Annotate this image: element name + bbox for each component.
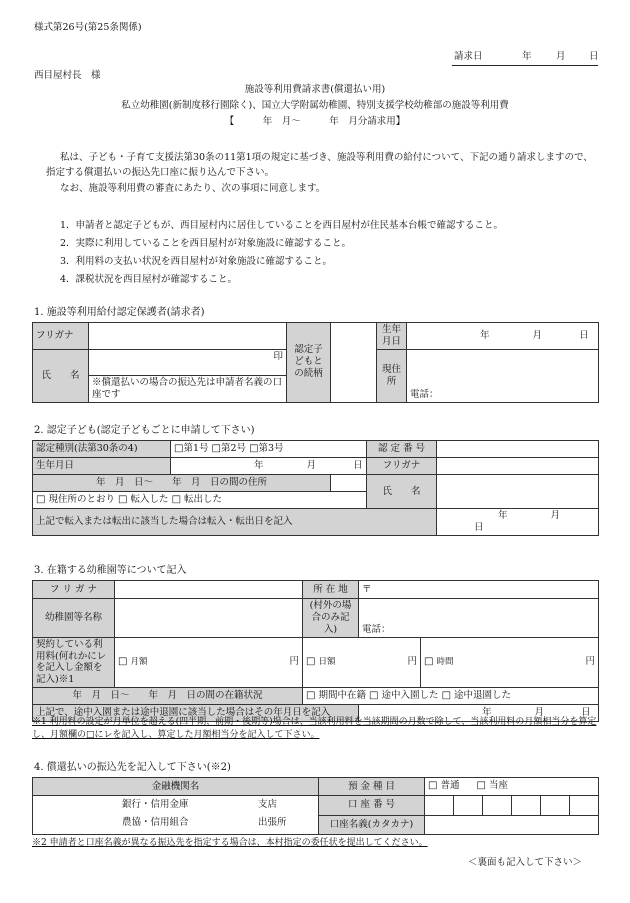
relation-label: 認定子どもとの続柄: [287, 323, 331, 403]
ordinary-label: 普通: [440, 780, 460, 792]
monthly-checkbox[interactable]: □: [118, 656, 128, 668]
daily-label: 日額: [318, 657, 336, 668]
type3-checkbox[interactable]: □: [249, 442, 259, 454]
facility-phone-label: 電話：: [362, 623, 391, 635]
enrolled-checkbox[interactable]: □: [306, 689, 316, 701]
consent-item: 1．申請者と認定子どもが、西目屋村内に居住していることを西目屋村が住民基本台帳で確認すること。: [60, 220, 504, 231]
enroll-status-options: [303, 688, 599, 705]
joined-label: 途中入園した: [381, 689, 439, 701]
coop-types: 農協・信用組合: [122, 817, 189, 828]
move-day: 日: [474, 521, 484, 533]
cert-type-options: [171, 441, 367, 458]
move-date-input[interactable]: [437, 509, 599, 536]
branch-label: 支店: [258, 799, 278, 810]
back-side-note: ＜裏面も記入して下さい＞: [468, 857, 583, 868]
guardian-name-input[interactable]: [89, 349, 287, 375]
facility-furigana-label: フ リ ガ ナ: [33, 581, 115, 599]
child-furigana-label: フリガナ: [367, 458, 437, 475]
addr-same-checkbox[interactable]: □: [36, 493, 46, 505]
section3-heading: 3. 在籍する幼稚園等について記入: [34, 565, 187, 576]
birth-year: 年: [480, 329, 490, 341]
enrolled-label: 期間中在籍: [318, 689, 366, 701]
addr-out-label: 転出した: [184, 493, 223, 505]
child-birth-label: 生年月日: [33, 458, 171, 475]
hourly-yen: 円: [585, 656, 596, 668]
daily-fee-input[interactable]: [303, 637, 421, 688]
addr-in-checkbox[interactable]: □: [118, 493, 128, 505]
account-holder-label: 口座名義(カタカナ): [319, 815, 425, 835]
intro-consent: なお、施設等利用費の審査にあたり、次の事項に同意します。: [60, 183, 326, 194]
daily-checkbox[interactable]: □: [306, 656, 316, 668]
location-input[interactable]: [359, 581, 599, 599]
hourly-checkbox[interactable]: □: [424, 656, 434, 668]
bank-account-note: ※償還払いの場合の振込先は申請者名義の口座です: [89, 375, 287, 402]
left-label: 途中退園した: [454, 689, 512, 701]
child-birth-input[interactable]: [171, 458, 367, 475]
joined-checkbox[interactable]: □: [369, 689, 379, 701]
child-birth-year: 年: [254, 460, 264, 472]
child-name-input[interactable]: [437, 475, 599, 509]
daily-yen: 円: [407, 656, 417, 668]
account-number-label: 口 座 番 号: [319, 796, 425, 816]
guardian-address-input[interactable]: [407, 349, 599, 402]
relation-input[interactable]: [331, 323, 377, 403]
cert-number-label: 認 定 番 号: [367, 441, 437, 458]
left-checkbox[interactable]: □: [441, 689, 452, 701]
guardian-birth-input[interactable]: [407, 323, 599, 350]
move-year: 年: [498, 510, 508, 521]
account-holder-input[interactable]: [425, 815, 599, 835]
form-number: 様式第26号(第25条関係): [34, 22, 142, 33]
bank-table: [32, 777, 599, 835]
current-checkbox[interactable]: □: [476, 780, 486, 792]
consent-item: 3．利用料の支払い状況を西目屋村が対象施設に確認すること。: [60, 256, 333, 267]
guardian-phone-label: 電話：: [410, 388, 439, 400]
hourly-label: 時間: [436, 657, 454, 668]
facility-name-label: 幼稚園等名称: [33, 599, 115, 638]
child-name-label: 氏 名: [367, 475, 437, 509]
account-digit-2[interactable]: [454, 796, 483, 816]
child-birth-day: 日: [353, 460, 363, 472]
bank-footnote: ※2 申請者と口座名義が異なる振込先を指定する場合は、本村指定の委任状を提出してください。: [32, 838, 428, 848]
bank-name-input[interactable]: [33, 796, 319, 835]
form-title: 施設等利用費請求書(償還払い用): [244, 84, 386, 95]
date-day: 日: [589, 51, 599, 62]
facility-table: [32, 580, 599, 722]
enroll-year: 年: [482, 707, 492, 719]
seal-mark: 印: [273, 350, 283, 362]
bank-types: 銀行・信用金庫: [122, 799, 189, 810]
enroll-date-note: 上記で、途中入園または途中退園に該当した場合はその年月日を記入: [33, 705, 359, 722]
addr-same-label: 現住所のとおり: [48, 493, 115, 505]
cert-type-label: 認定種別(法第30条の4): [33, 441, 171, 458]
enroll-day: 日: [581, 707, 591, 719]
address-status-options: [33, 492, 367, 509]
type1-label: 第1号: [183, 442, 209, 454]
outside-village-label: (村外の場合のみ記入): [303, 599, 359, 638]
hourly-fee-input[interactable]: [421, 637, 599, 688]
cert-number-input[interactable]: [437, 441, 599, 458]
intro-paragraph: 私は、子ども・子育て支援法第30条の11第1項の規定に基づき、施設等利用費の給付について、下記の通り請求しますので、指定する償還払いの振込先口座に振り込んで下さい。: [46, 152, 593, 179]
facility-name-input[interactable]: [115, 599, 303, 638]
period-address-label: 年 月 日～ 年 月 日の間の住所: [33, 475, 331, 492]
guardian-name-label: 氏 名: [33, 349, 89, 402]
guardian-birth-label: 生年月日: [377, 323, 407, 350]
type2-checkbox[interactable]: □: [211, 442, 221, 454]
facility-furigana-input[interactable]: [115, 581, 303, 599]
date-month: 月: [556, 51, 566, 62]
child-birth-month: 月: [306, 460, 317, 472]
account-type-options: [425, 778, 599, 796]
move-month: 月: [550, 510, 561, 521]
child-table: [32, 440, 599, 536]
account-digit-5[interactable]: [541, 796, 570, 816]
current-label: 当座: [489, 780, 509, 792]
monthly-label: 月額: [130, 657, 148, 668]
section1-heading: 1. 施設等利用給付認定保護者(請求者): [34, 307, 205, 318]
form-subtitle: 私立幼稚園(新制度移行園除く)、国立大学附属幼稚園、特別支援学校幼稚部の施設等利用費: [121, 100, 509, 111]
account-digit-3[interactable]: [483, 796, 512, 816]
addr-out-checkbox[interactable]: □: [171, 493, 182, 505]
request-date-line: [452, 51, 598, 66]
type1-checkbox[interactable]: □: [174, 442, 184, 454]
account-digit-4[interactable]: [512, 796, 541, 816]
addressee: 西目屋村長 様: [34, 70, 101, 81]
guardian-furigana-input[interactable]: [89, 323, 287, 350]
addr-in-label: 転入した: [130, 493, 169, 505]
type3-label: 第3号: [258, 442, 284, 454]
enroll-month: 月: [534, 707, 545, 719]
child-furigana-input[interactable]: [437, 458, 599, 475]
birth-day: 日: [579, 329, 589, 341]
facility-phone-input[interactable]: [359, 599, 599, 638]
section4-heading: 4. 償還払いの振込先を記入して下さい(※2): [34, 762, 231, 773]
guardian-furigana-label: フリガナ: [33, 323, 89, 350]
guardian-address-label: 現住所: [377, 349, 407, 402]
postal-mark: 〒: [362, 583, 372, 595]
consent-item: 4．課税状況を西目屋村が確認すること。: [60, 274, 238, 285]
bank-name-label: 金融機関名: [33, 778, 319, 796]
fee-label: 契約している利用料(何れかにレを記入し金額を記入)※1: [33, 637, 115, 688]
birth-month: 月: [532, 329, 543, 341]
type2-label: 第2号: [220, 442, 247, 454]
location-label: 所 在 地: [303, 581, 359, 599]
ordinary-checkbox[interactable]: □: [428, 780, 438, 792]
consent-item: 2．実際に利用していることを西目屋村が対象施設に確認すること。: [60, 238, 352, 249]
date-year: 年: [522, 51, 532, 62]
account-digit-1[interactable]: [425, 796, 454, 816]
move-date-note: 上記で転入または転出に該当した場合は転入・転出日を記入: [33, 509, 437, 536]
request-date-label: 請求日: [454, 51, 483, 62]
monthly-yen: 円: [289, 656, 299, 668]
account-type-label: 預 金 種 目: [319, 778, 425, 796]
enroll-period-label: 年 月 日～ 年 月 日の間の在籍状況: [33, 688, 303, 705]
monthly-fee-input[interactable]: [115, 637, 303, 688]
period-address-blank: [331, 475, 367, 492]
form-period: 【 年 月～ 年 月分請求用】: [224, 116, 406, 127]
guardian-table: [32, 322, 599, 403]
account-digit-6[interactable]: [570, 796, 599, 816]
fee-footnote: ※1 利用料の設定が月単位を超える(四半期、前期・後期等)場合は、当該利用料を当該期間の月数で除して、当該利用料の月額相当分を算定し、月額欄の□にレを記入し、算定した月額相当分を記入して下さい。: [32, 717, 597, 741]
office-label: 出張所: [258, 817, 287, 828]
section2-heading: 2. 認定子ども(認定子どもごとに申請して下さい): [34, 425, 255, 436]
